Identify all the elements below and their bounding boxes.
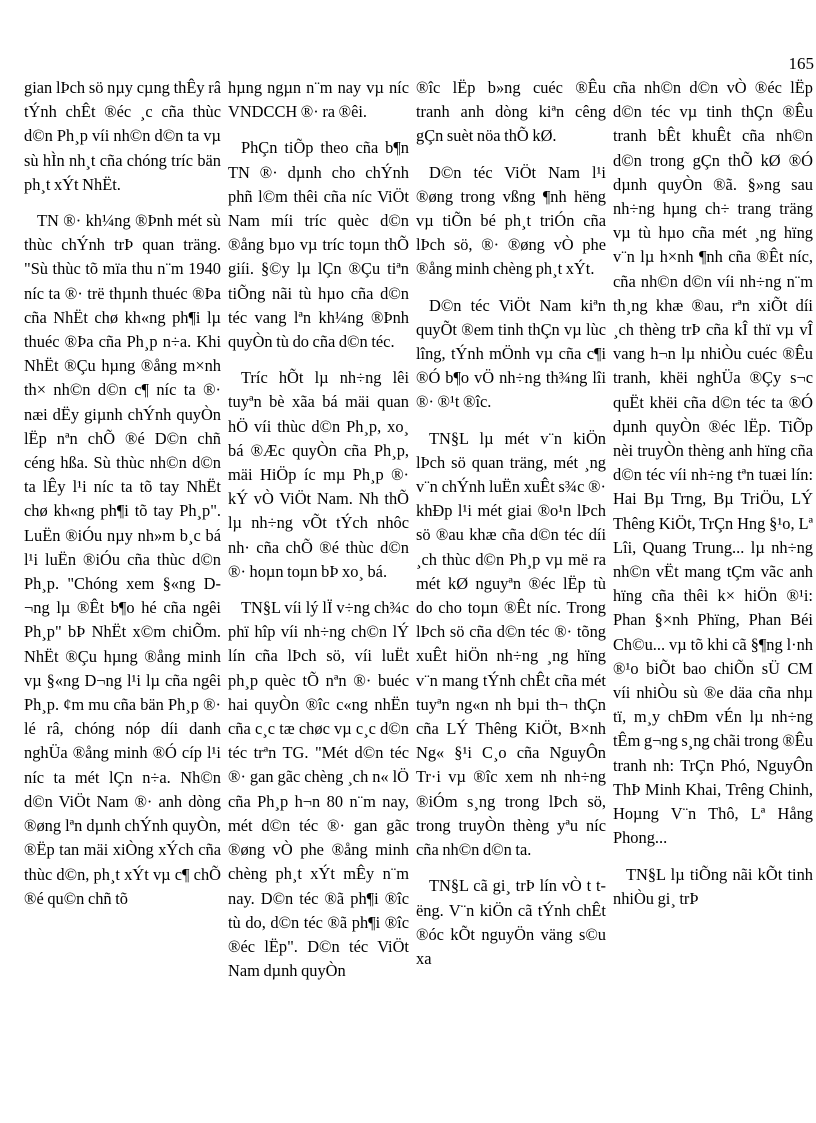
paragraph: Tríc hÕt lµ nh÷ng lêi tuyªn bè xãa bá mäi quan hÖ víi thùc d©n Ph¸p, xo¸ bá ®Æc quyÒn cña Ph¸p, mäi HiÖp íc mµ Ph¸p ®· kÝ vÒ ViÖt Nam. Nh thÕ lµ nh÷ng vÕt tÝch nhôc nh· cña chÕ ®é thùc d©n ®· hoµn toµn bÞ xo¸ bá. <box>228 368 409 581</box>
paragraph: TN§L lµ tiÕng nãi kÕt tinh nhiÒu gi¸ trÞ <box>613 864 813 908</box>
paragraph: TN§L cã gi¸ trÞ lín vÒ t tëng. V¨n kiÖn cã tÝnh chÊt ®óc kÕt nguyÖn väng s©u xa <box>416 876 606 968</box>
paragraph: D©n téc ViÖt Nam l¹i ®øng trong vßng ¶nh hëng vµ tiÕn bé ph¸t triÓn cña lÞch sö, ®· ®øng vÒ phe ®ång minh chèng ph¸t xÝt. <box>416 162 606 279</box>
paragraph: TN§L lµ mét v¨n kiÖn lÞch sö quan träng, mét ¸ng v¨n chÝnh luËn xuÊt s¾c ®· khÐp l¹i mét giai ®o¹n lÞch sö ®au khæ cña d©n téc díi ¸ch thùc d©n Ph¸p vµ më ra mét kØ nguyªn ®éc lËp tù do cho toµn ®Êt níc. Trong lÞch sö cña d©n téc ®· tõng xuÊt hiÖn nh÷ng ¸ng hïng v¨n mang tÝnh chÊt cña mét tuyªn ng«n nh bµi th¬ thÇn cña LÝ Thêng KiÖt, B×nh Ng« §¹i C¸o cña NguyÔn Tr·i vµ ®îc xem nh nh÷ng ®iÓm s¸ng trong lÞch sö, trong truyÒn thèng yªu níc cña nh©n d©n ta. <box>416 428 606 860</box>
column-1 <box>24 76 221 1116</box>
paragraph: cña nh©n d©n vÒ ®éc lËp d©n téc vµ tinh thÇn ®Êu tranh bÊt khuÊt cña nh©n d©n trong gÇn thÕ kØ ®Ó dµnh quyÒn ®ã. §»ng sau nh÷ng hµng ch÷ trang träng vµ tù hµo cña mét ¸ng hïng v¨n lµ h×nh ¶nh cña ®Êt níc, cña nh©n d©n víi nh÷ng n¨m th¸ng khæ ®au, rªn xiÕt díi ¸ch thèng trÞ cña kÎ thï vµ vÎ vang h¬n lµ nhiÒu cuéc ®Êu tranh, khëi nghÜa ®Çy s¬c quËt khëi cña d©n téc ta ®Ó dµnh quyÒn ®éc lËp. TiÕp nèi truyÒn thèng anh hïng cña d©n téc víi nh÷ng tªn tuæi lín: Hai Bµ Trng, Bµ TriÖu, LÝ Thêng KiÖt, TrÇn Hng §¹o, Lª Lîi, Quang Trung... lµ nh÷ng nh©n vËt mang tÇm vãc anh hïng cña thêi k× hiÖn ®¹i: Phan §×nh Phïng, Phan Béi Ch©u... vµ tõ khi cã §¶ng l·nh ®¹o biÕt bao chiÕn sÜ CM víi nhiÒu sù ®e däa cña nhµ tï, m¸y chÐm vÉn lµ nh÷ng tÊm g¬ng s¸ng chãi trong ®Êu tranh nh: TrÇn Phó, NguyÔn ThÞ Minh Khai, Trêng Chinh, Hoµng V¨n Thô, Lª Hång Phong... <box>613 78 813 848</box>
text-columns <box>24 76 814 1116</box>
paragraph: ®îc lËp b»ng cuéc ®Êu tranh anh dòng kiªn cêng gÇn suèt nöa thÕ kØ. <box>416 78 606 146</box>
column-2 <box>228 76 409 1116</box>
paragraph: PhÇn tiÕp theo cña b¶n TN ®· dµnh cho chÝnh phñ l©m thêi cña níc ViÖt Nam míi tríc quèc d©n ®ång bµo vµ tríc toµn thÕ giíi. §©y lµ lÇn ®Çu tiªn tiÕng nãi tù hµo cña d©n téc vang lªn kh¼ng ®Þnh quyÒn tù do cña d©n téc. <box>228 138 409 352</box>
column-3 <box>416 76 606 1116</box>
paragraph: TN§L víi lý lÏ v÷ng ch¾c phï hîp víi nh÷ng ch©n lÝ lín cña lÞch sö, víi luËt ph¸p quèc tÕ nªn ®· buéc hai quyÒn ®îc c«ng nhËn cña c¸c tæ chøc vµ c¸c d©n téc trªn TG. "Mét d©n téc ®· gan gãc chèng ¸ch n« lÖ cña Ph¸p h¬n 80 n¨m nay, mét d©n téc ®· gan gãc ®øng vÒ phe ®ång minh chèng ph¸t xÝt mÊy n¨m nay. D©n téc ®ã ph¶i ®îc tù do, d©n téc ®ã ph¶i ®îc ®éc lËp". D©n téc ViÖt Nam dµnh quyÒn <box>228 598 409 981</box>
paragraph: gian lÞch sö nµy cµng thÊy râ tÝnh chÊt ®éc ¸c cña thùc d©n Ph¸p víi nh©n d©n ta vµ sù hÌn nh¸t cña chóng tríc bän ph¸t xÝt NhËt. <box>24 78 221 194</box>
paragraph: TN ®· kh¼ng ®Þnh mét sù thùc chÝnh trÞ quan träng. "Sù thùc tõ mïa thu n¨m 1940 níc ta ®· trë thµnh thuéc ®Þa cña NhËt chø kh«ng ph¶i lµ thuéc ®Þa cña Ph¸p n÷a. Khi NhËt ®Çu hµng ®ång m×nh th× nh©n d©n c¶ níc ta ®· næi dËy giµnh chÝnh quyÒn lËp nªn chÕ ®é D©n chñ céng hßa. Sù thùc nh©n d©n ta lÊy l¹i níc ta tõ tay NhËt chø kh«ng ph¶i tõ tay Ph¸p". LuËn ®iÓu nµy nh»m b¸c bá l¹i luËn ®iÓu cña thùc d©n Ph¸p. "Chóng xem §«ng D¬ng lµ ®Êt b¶o hé cña ngêi Ph¸p" bÞ NhËt x©m chiÕm. NhËt ®Çu hµng ®ång minh vµ §«ng D¬ng l¹i lµ cña ngêi Ph¸p. ¢m mu cña bän Ph¸p ®· lé râ, chóng nóp díi danh nghÜa ®ång minh ®Ó cíp l¹i níc ta mét lÇn n÷a. Nh©n d©n ViÖt Nam ®· anh dòng ®øng lªn dµnh chÝnh quyÒn, ®Ëp tan mäi xiÒng xÝch cña thùc d©n, ph¸t xÝt vµ c¶ chÕ ®é qu©n chñ tõ <box>24 211 221 908</box>
column-4 <box>613 76 813 1116</box>
paragraph: D©n téc ViÖt Nam kiªn quyÕt ®em tinh thÇn vµ lùc lîng, tÝnh mÖnh vµ cña c¶i ®Ó b¶o vÖ nh÷ng th¾ng lîi ®· ®¹t ®îc. <box>416 295 606 412</box>
page-number: 165 <box>788 54 814 73</box>
paragraph: hµng ngµn n¨m nay vµ níc VNDCCH ®· ra ®êi. <box>228 78 409 122</box>
